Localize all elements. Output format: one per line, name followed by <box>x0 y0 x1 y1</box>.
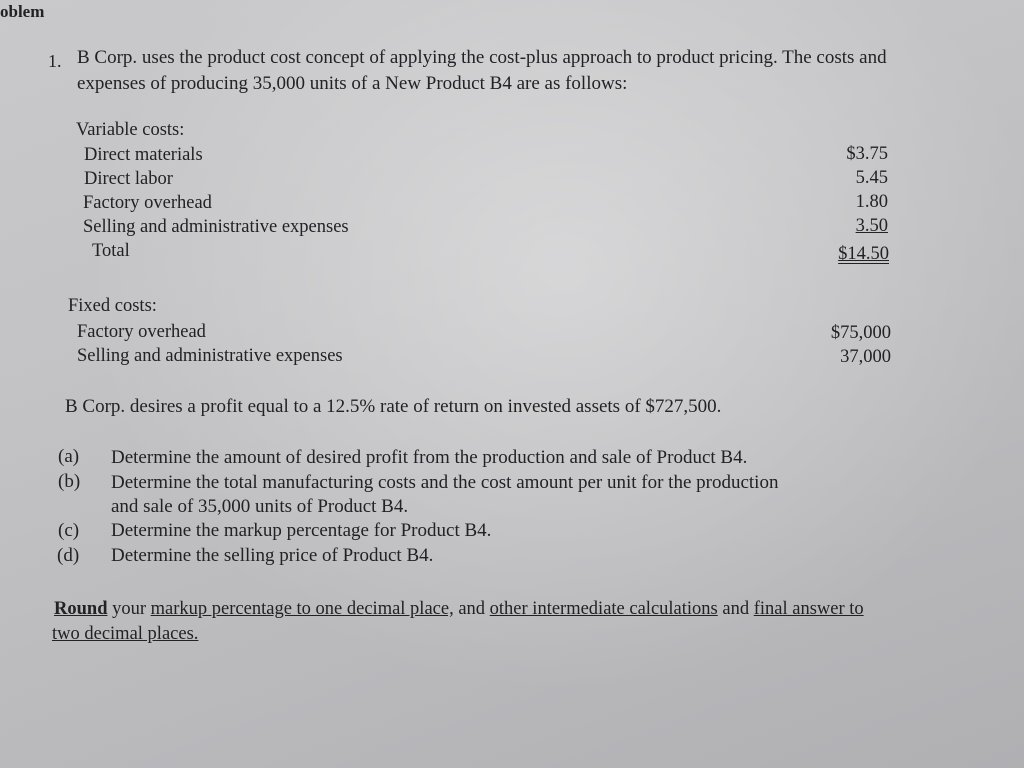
question-text: Determine the selling price of Product B4. <box>111 545 434 566</box>
question-letter: (d) <box>57 545 80 566</box>
rounding-note-line-2 <box>52 624 198 645</box>
variable-cost-value: $3.75 <box>846 144 888 164</box>
question-text-continued: and sale of 35,000 units of Product B4. <box>111 496 409 517</box>
variable-costs-heading: Variable costs: <box>76 120 185 140</box>
question-letter: (c) <box>58 520 80 541</box>
question-text: Determine the total manufacturing costs and the cost amount per unit for the production <box>111 472 779 493</box>
round-word: Round <box>54 599 108 619</box>
rounding-note-decimal: two decimal places. <box>52 624 199 644</box>
rounding-note-final: final answer to <box>753 599 864 619</box>
desired-profit-statement: B Corp. desires a profit equal to a 12.5% rate of return on invested assets of $727,500. <box>65 396 722 417</box>
variable-cost-value: 3.50 <box>855 216 888 236</box>
variable-cost-value: 5.45 <box>855 168 888 188</box>
question-letter: (b) <box>58 471 81 492</box>
variable-cost-total-label: Total <box>92 241 130 261</box>
variable-cost-value: 1.80 <box>855 192 888 212</box>
rounding-note-text: and <box>458 599 486 619</box>
fixed-cost-value: $75,000 <box>830 323 891 343</box>
problem-intro-line-2: expenses of producing 35,000 units of a New Product B4 are as follows: <box>77 73 628 94</box>
problem-intro-line-1: B Corp. uses the product cost concept of applying the cost-plus approach to product pricing. The costs and <box>77 47 887 68</box>
fixed-costs-heading: Fixed costs: <box>68 296 157 316</box>
rounding-note-text: your <box>112 599 147 619</box>
fixed-cost-label: Selling and administrative expenses <box>77 346 343 366</box>
section-heading: oblem <box>0 2 45 21</box>
variable-cost-label: Direct materials <box>84 145 203 165</box>
variable-cost-label: Selling and administrative expenses <box>83 217 349 237</box>
variable-cost-label: Factory overhead <box>83 193 212 213</box>
rounding-note-line-1 <box>54 599 864 620</box>
rounding-note-markup: markup percentage to one decimal place, <box>150 599 454 619</box>
fixed-cost-label: Factory overhead <box>77 322 206 342</box>
question-text: Determine the amount of desired profit from the production and sale of Product B4. <box>111 447 748 468</box>
variable-cost-label: Direct labor <box>84 169 173 189</box>
fixed-cost-value: 37,000 <box>840 347 891 367</box>
question-letter: (a) <box>58 446 80 467</box>
rounding-note-intermediate: other intermediate calculations <box>489 599 718 619</box>
rounding-note-text: and <box>722 599 750 619</box>
variable-cost-total-value: $14.50 <box>838 244 889 264</box>
problem-number: 1. <box>48 51 62 71</box>
question-text: Determine the markup percentage for Product B4. <box>111 520 492 541</box>
